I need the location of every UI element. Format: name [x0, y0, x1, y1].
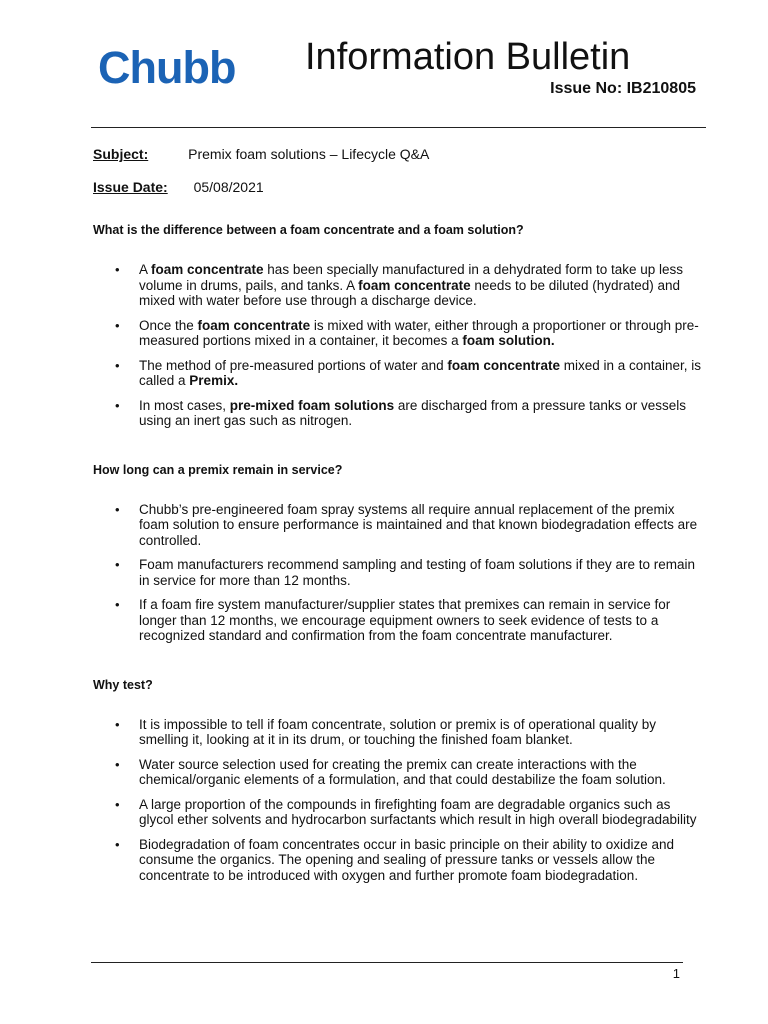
bullet-item — [93, 398, 705, 429]
text-run: Water source selection used for creating the premix can create interactions with the chemical/organic elements of a formulation, and that could destabilize the foam solution. — [139, 756, 666, 787]
bold-term: Premix. — [189, 373, 239, 388]
bold-term: foam concentrate — [197, 317, 311, 333]
text-run: In most cases, — [139, 397, 230, 413]
bullet-dot-icon: • — [115, 262, 120, 277]
subject-row — [93, 145, 429, 163]
text-run: Chubb’s pre-engineered foam spray systems all require annual replacement of the premix foam solution to ensure performance is maintained and that known biodegradation effects are controlled. — [139, 501, 698, 548]
text-run: mixed in a container, is called a — [139, 357, 702, 388]
bullet-item — [93, 757, 705, 788]
text-run: Biodegradation of foam concentrates occur in basic principle on their ability to oxidize and consume the organics. The opening and sealing of pressure tanks or vessels allow the concentrate to be introduced with oxygen and further promote foam biodegradation. — [139, 836, 675, 883]
text-run: needs to be diluted (hydrated) and mixed with water before use through a discharge device. — [139, 277, 681, 308]
bullet-dot-icon: • — [115, 796, 120, 812]
bullet-dot-icon: • — [115, 501, 120, 517]
text-run: Once the — [139, 317, 198, 333]
section-question: How long can a premix remain in service? — [93, 462, 343, 477]
issue-number: Issue No: IB210805 — [550, 80, 696, 97]
bullet-item — [93, 797, 705, 828]
text-run: are discharged from a pressure tanks or vessels using an inert gas such as nitrogen. — [139, 397, 686, 428]
bullet-list — [93, 262, 705, 429]
bullet-item — [93, 318, 705, 349]
text-run: It is impossible to tell if foam concentrate, solution or premix is of operational quality by smelling it, looking at it in its drum, or touching the finished foam blanket. — [139, 716, 656, 747]
header-divider — [91, 127, 706, 128]
bullet-item — [93, 557, 705, 588]
section-question: Why test? — [93, 677, 153, 692]
text-run: The method of pre-measured portions of water and — [139, 357, 448, 373]
text-run: If a foam fire system manufacturer/supplier states that premixes can remain in service for longer than 12 months, we encourage equipment owners to seek evidence of tests to a recognized standard and confirmation from the foam concentrate manufacturer. — [139, 597, 671, 643]
subject-label: Subject: — [93, 146, 149, 162]
bold-term: foam solution. — [462, 333, 555, 348]
text-run: A large proportion of the compounds in firefighting foam are degradable organics such as glycol ether solvents and hydrocarbon surfactants which result in high overall biodegradability — [139, 796, 697, 827]
page-number: 1 — [672, 966, 680, 981]
chubb-logo: Chubb — [98, 42, 236, 93]
bold-term: foam concentrate — [358, 277, 471, 293]
bullet-item — [93, 597, 705, 644]
section-question: What is the difference between a foam concentrate and a foam solution? — [93, 223, 524, 237]
issue-date-row — [93, 178, 264, 196]
bullet-list — [93, 502, 705, 644]
subject-value: Premix foam solutions – Lifecycle Q&A — [188, 146, 430, 162]
section-spacer — [93, 653, 705, 677]
bullet-dot-icon: • — [115, 557, 120, 572]
bullet-dot-icon: • — [115, 357, 120, 373]
bullet-dot-icon: • — [115, 716, 120, 732]
text-run: A — [139, 262, 152, 277]
bullet-dot-icon: • — [115, 836, 120, 852]
bulletin-body — [93, 222, 705, 892]
bullet-item — [93, 502, 705, 549]
bullet-list — [93, 717, 705, 884]
bullet-dot-icon: • — [115, 597, 120, 612]
bullet-item — [93, 837, 705, 884]
bold-term: foam concentrate — [151, 262, 264, 277]
text-run: Foam manufacturers recommend sampling and testing of foam solutions if they are to remain in service for more than 12 months. — [139, 557, 696, 588]
bullet-item — [93, 717, 705, 748]
bullet-item — [93, 358, 705, 389]
footer-divider — [91, 962, 683, 963]
bold-term: pre-mixed foam solutions — [229, 397, 395, 413]
section-spacer — [93, 438, 705, 462]
issue-date-label: Issue Date: — [93, 179, 168, 195]
text-run: has been specially manufactured in a dehydrated form to take up less volume in drums, pails, and tanks. A — [139, 262, 684, 293]
text-run: is mixed with water, either through a proportioner or through pre-measured portions mixed in a container, it becomes a — [139, 317, 699, 348]
bullet-dot-icon: • — [115, 756, 120, 772]
bullet-dot-icon: • — [115, 397, 120, 413]
bold-term: foam concentrate — [447, 357, 560, 373]
issue-date-value: 05/08/2021 — [193, 179, 264, 195]
bullet-dot-icon: • — [115, 317, 120, 333]
bullet-item — [93, 262, 705, 309]
page-title: Information Bulletin — [305, 36, 631, 78]
